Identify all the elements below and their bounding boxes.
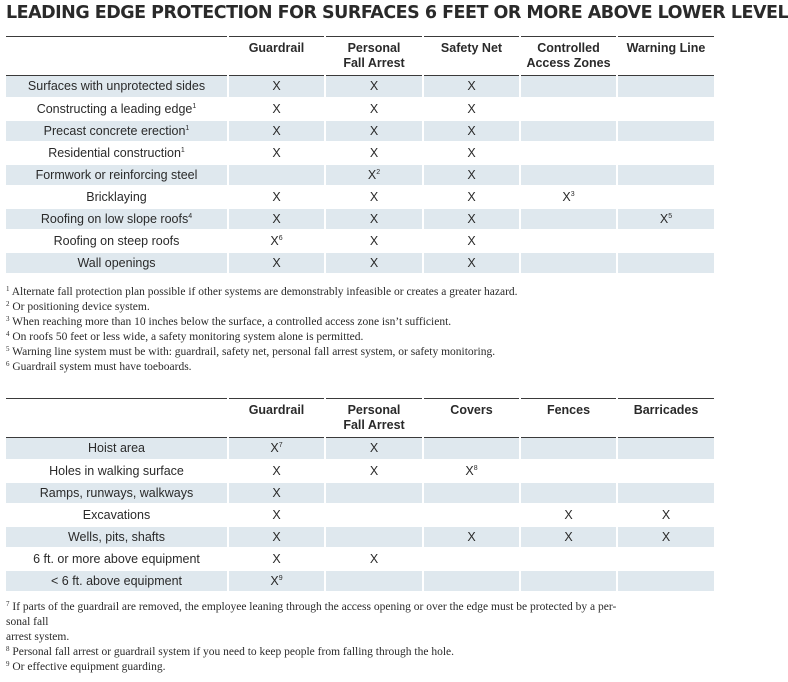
column-header-covers — [423, 399, 520, 438]
cell-mark: X — [467, 255, 476, 270]
column-header-line: Controlled — [537, 41, 600, 55]
table-cell — [617, 142, 714, 164]
table-header-row — [6, 37, 714, 76]
table-cell — [520, 76, 617, 98]
table-row — [6, 570, 714, 592]
cell-mark: X — [272, 551, 281, 566]
footnote — [6, 645, 694, 660]
footnote-number: 6 — [6, 360, 10, 368]
row-label — [6, 208, 228, 230]
table-cell — [325, 504, 423, 526]
footnotes-table-1 — [6, 285, 694, 375]
table-cell — [617, 570, 714, 592]
cell-mark: X — [369, 255, 379, 270]
footnote-ref: 8 — [473, 464, 478, 472]
table-body — [6, 438, 714, 592]
cell-mark: X — [467, 233, 476, 248]
footnote-ref: 1 — [185, 124, 190, 132]
row-label — [6, 252, 228, 274]
footnote-ref: 1 — [192, 102, 197, 110]
table-cell — [325, 526, 423, 548]
table-row — [6, 208, 714, 230]
table-cell — [423, 252, 520, 274]
table-cell — [228, 142, 325, 164]
row-label-text: Bricklaying — [86, 189, 147, 204]
table-cell — [228, 482, 325, 504]
cell-mark: X — [369, 441, 379, 456]
footnote-number: 3 — [6, 315, 10, 323]
footnote — [6, 600, 694, 645]
row-label-text: Wall openings — [77, 255, 156, 270]
table-cell — [423, 438, 520, 460]
cell-mark: X — [272, 123, 281, 138]
cell-mark: X — [369, 233, 379, 248]
row-label-text: Roofing on low slope roofs — [40, 211, 189, 226]
table-row — [6, 186, 714, 208]
table-cell — [325, 142, 423, 164]
footnote-number: 5 — [6, 345, 10, 353]
table-cell — [325, 76, 423, 98]
row-label — [6, 482, 228, 504]
cell-mark: X — [272, 485, 281, 500]
footnote-text: If parts of the guardrail are removed, the employee leaning through the access opening or over the edge must be protected by a per- sonal fall arrest system. — [6, 601, 617, 643]
footnote-ref: 7 — [278, 442, 283, 450]
table-cell — [617, 504, 714, 526]
cell-mark: X — [467, 79, 476, 94]
cell-mark: X — [467, 145, 476, 160]
table-cell — [520, 482, 617, 504]
cell-mark: X — [467, 211, 476, 226]
footnote-ref: 6 — [278, 234, 283, 242]
table-cell — [423, 120, 520, 142]
cell-mark: X — [659, 211, 669, 226]
column-header-line: Fall Arrest — [343, 418, 405, 432]
column-header-line: Fences — [546, 403, 591, 417]
column-header-line: Guardrail — [248, 41, 305, 55]
table-cell — [228, 438, 325, 460]
fall-protection-table-1 — [6, 36, 714, 275]
cell-mark: X — [564, 529, 573, 544]
cell-mark: X — [272, 79, 281, 94]
footnote-text: Personal fall arrest or guardrail system if you need to keep people from falling through the hole. — [9, 646, 455, 658]
footnote-text: When reaching more than 10 inches below the surface, a controlled access zone isn’t sufficient. — [9, 316, 452, 328]
cell-mark: X — [562, 189, 571, 204]
table-cell — [228, 504, 325, 526]
fall-protection-table-2 — [6, 398, 714, 593]
footnote — [6, 285, 694, 300]
page-title: LEADING EDGE PROTECTION FOR SURFACES 6 FEET OR MORE ABOVE LOWER LEVEL — [6, 3, 788, 23]
row-label — [6, 120, 228, 142]
table-cell — [325, 460, 423, 482]
footnote-ref: 4 — [188, 212, 193, 220]
footnote-ref: 9 — [278, 574, 283, 582]
table-cell — [325, 208, 423, 230]
footnote — [6, 360, 694, 375]
table-cell — [617, 526, 714, 548]
footnote-text: Or positioning device system. — [9, 301, 150, 313]
column-header-warning-line — [617, 37, 714, 76]
cell-mark: X — [369, 145, 379, 160]
table-row — [6, 526, 714, 548]
row-label-text: Precast concrete erection — [43, 123, 186, 138]
row-label — [6, 142, 228, 164]
row-label-text: Surfaces with unprotected sides — [27, 79, 206, 94]
row-label — [6, 230, 228, 252]
table-cell — [520, 548, 617, 570]
table-cell — [520, 120, 617, 142]
column-header-line: Personal — [347, 403, 401, 417]
table-row — [6, 142, 714, 164]
table-cell — [423, 76, 520, 98]
table-row — [6, 438, 714, 460]
table-cell — [228, 460, 325, 482]
table-cell — [228, 252, 325, 274]
row-label-text: Excavations — [82, 507, 151, 522]
cell-mark: X — [270, 233, 279, 248]
table-cell — [423, 164, 520, 186]
table-cell — [520, 504, 617, 526]
row-label-text: Constructing a leading edge — [36, 101, 193, 116]
row-label — [6, 76, 228, 98]
footnote-number: 8 — [6, 645, 10, 653]
table-cell — [325, 252, 423, 274]
table-cell — [228, 186, 325, 208]
cell-mark: X — [661, 529, 671, 544]
cell-mark: X — [272, 101, 281, 116]
table-cell — [520, 208, 617, 230]
table-cell — [228, 76, 325, 98]
table-cell — [617, 186, 714, 208]
row-label — [6, 504, 228, 526]
table-row — [6, 252, 714, 274]
table-cell — [617, 548, 714, 570]
table-cell — [617, 76, 714, 98]
row-label-text: Roofing on steep roofs — [53, 233, 180, 248]
table-cell — [520, 230, 617, 252]
footnote-ref: 5 — [668, 212, 673, 220]
table-cell — [325, 438, 423, 460]
footnote-text: Guardrail system must have toeboards. — [9, 361, 192, 373]
footnote-number: 1 — [6, 285, 10, 293]
column-header-line: Barricades — [633, 403, 699, 417]
table-cell — [228, 548, 325, 570]
table-cell — [520, 570, 617, 592]
column-header-guardrail — [228, 37, 325, 76]
footnote-text: On roofs 50 feet or less wide, a safety monitoring system alone is permitted. — [9, 331, 364, 343]
table-row — [6, 98, 714, 120]
table-cell — [520, 252, 617, 274]
row-label — [6, 548, 228, 570]
cell-mark: X — [367, 167, 377, 182]
column-header-controlled-access-zones — [520, 37, 617, 76]
row-label-text: < 6 ft. above equipment — [51, 573, 182, 588]
table-cell — [617, 120, 714, 142]
cell-mark: X — [272, 189, 281, 204]
row-label — [6, 526, 228, 548]
cell-mark: X — [564, 507, 573, 522]
table-cell — [617, 230, 714, 252]
cell-mark: X — [272, 529, 281, 544]
table-cell — [423, 208, 520, 230]
cell-mark: X — [369, 211, 379, 226]
cell-mark: X — [467, 189, 476, 204]
header-corner — [6, 399, 228, 438]
column-header-line: Safety Net — [440, 41, 503, 55]
column-header-safety-net — [423, 37, 520, 76]
cell-mark: X — [467, 167, 476, 182]
table-cell — [617, 98, 714, 120]
column-header-guardrail — [228, 399, 325, 438]
cell-mark: X — [272, 463, 281, 478]
row-label — [6, 98, 228, 120]
table-cell — [423, 142, 520, 164]
footnote-text: Alternate fall protection plan possible if other systems are demonstrably infeasible or creates a greater hazard. — [9, 286, 518, 298]
footnote — [6, 660, 694, 675]
table-cell — [228, 230, 325, 252]
column-header-line: Access Zones — [526, 56, 611, 70]
table-cell — [423, 548, 520, 570]
table-cell — [617, 164, 714, 186]
table-cell — [617, 208, 714, 230]
footnote-number: 9 — [6, 660, 10, 668]
cell-mark: X — [467, 123, 476, 138]
table-cell — [423, 504, 520, 526]
table-row — [6, 460, 714, 482]
table-body — [6, 76, 714, 274]
table-cell — [423, 98, 520, 120]
footnote-ref: 2 — [376, 168, 381, 176]
footnote — [6, 315, 694, 330]
table-row — [6, 76, 714, 98]
footnote-number: 4 — [6, 330, 10, 338]
table-cell — [423, 186, 520, 208]
footnote-ref: 3 — [570, 190, 575, 198]
table-cell — [228, 570, 325, 592]
table-cell — [325, 548, 423, 570]
cell-mark: X — [467, 529, 476, 544]
table-row — [6, 548, 714, 570]
table-cell — [325, 230, 423, 252]
row-label — [6, 460, 228, 482]
row-label-text: Wells, pits, shafts — [67, 529, 166, 544]
row-label — [6, 164, 228, 186]
cell-mark: X — [270, 573, 279, 588]
row-label — [6, 570, 228, 592]
column-header-barricades — [617, 399, 714, 438]
table-cell — [520, 186, 617, 208]
footnote — [6, 300, 694, 315]
table-cell — [325, 98, 423, 120]
column-header-fences — [520, 399, 617, 438]
table-cell — [423, 460, 520, 482]
cell-mark: X — [369, 79, 379, 94]
table-cell — [520, 164, 617, 186]
table-cell — [617, 252, 714, 274]
table-cell — [520, 438, 617, 460]
footnote-ref: 1 — [180, 146, 185, 154]
table-header-row — [6, 399, 714, 438]
column-header-line: Warning Line — [626, 41, 706, 55]
header-corner — [6, 37, 228, 76]
table-cell — [228, 98, 325, 120]
table-cell — [325, 482, 423, 504]
row-label — [6, 438, 228, 460]
column-header-line: Personal — [347, 41, 401, 55]
footnote — [6, 345, 694, 360]
cell-mark: X — [369, 101, 379, 116]
cell-mark: X — [272, 211, 281, 226]
column-header-line: Fall Arrest — [343, 56, 405, 70]
table-row — [6, 230, 714, 252]
table-cell — [520, 98, 617, 120]
row-label-text: Hoist area — [88, 441, 145, 456]
table-cell — [228, 526, 325, 548]
row-label-text: 6 ft. or more above equipment — [33, 551, 200, 566]
row-label — [6, 186, 228, 208]
table-cell — [617, 482, 714, 504]
footnote-number: 2 — [6, 300, 10, 308]
cell-mark: X — [369, 189, 379, 204]
cell-mark: X — [369, 463, 379, 478]
cell-mark: X — [270, 441, 279, 456]
row-label-text: Residential construction — [48, 145, 181, 160]
table-cell — [423, 570, 520, 592]
table-cell — [520, 460, 617, 482]
column-header-line: Guardrail — [248, 403, 305, 417]
cell-mark: X — [369, 551, 379, 566]
table-cell — [423, 526, 520, 548]
footnotes-table-2 — [6, 600, 694, 675]
table-cell — [228, 120, 325, 142]
table-cell — [617, 438, 714, 460]
table-row — [6, 164, 714, 186]
column-header-personal-fall-arrest — [325, 37, 423, 76]
table-cell — [617, 460, 714, 482]
table-cell — [228, 208, 325, 230]
footnote-text: Warning line system must be with: guardrail, safety net, personal fall arrest system, or safety monitoring. — [9, 346, 496, 358]
table-row — [6, 504, 714, 526]
table-cell — [520, 142, 617, 164]
cell-mark: X — [661, 507, 671, 522]
table-cell — [325, 120, 423, 142]
table-cell — [325, 186, 423, 208]
row-label-text: Formwork or reinforcing steel — [35, 167, 198, 182]
footnote — [6, 330, 694, 345]
table-cell — [325, 570, 423, 592]
row-label-text: Ramps, runways, walkways — [39, 485, 194, 500]
table-row — [6, 120, 714, 142]
table-cell — [520, 526, 617, 548]
cell-mark: X — [272, 145, 281, 160]
table-row — [6, 482, 714, 504]
table-cell — [423, 482, 520, 504]
row-label-text: Holes in walking surface — [49, 463, 184, 478]
footnote-number: 7 — [6, 600, 10, 608]
column-header-line: Covers — [450, 403, 493, 417]
column-header-personal-fall-arrest — [325, 399, 423, 438]
cell-mark: X — [369, 123, 379, 138]
table-cell — [325, 164, 423, 186]
cell-mark: X — [465, 463, 474, 478]
cell-mark: X — [272, 255, 281, 270]
footnote-text: Or effective equipment guarding. — [9, 661, 166, 673]
cell-mark: X — [272, 507, 281, 522]
table-cell — [228, 164, 325, 186]
cell-mark: X — [467, 101, 476, 116]
table-cell — [423, 230, 520, 252]
